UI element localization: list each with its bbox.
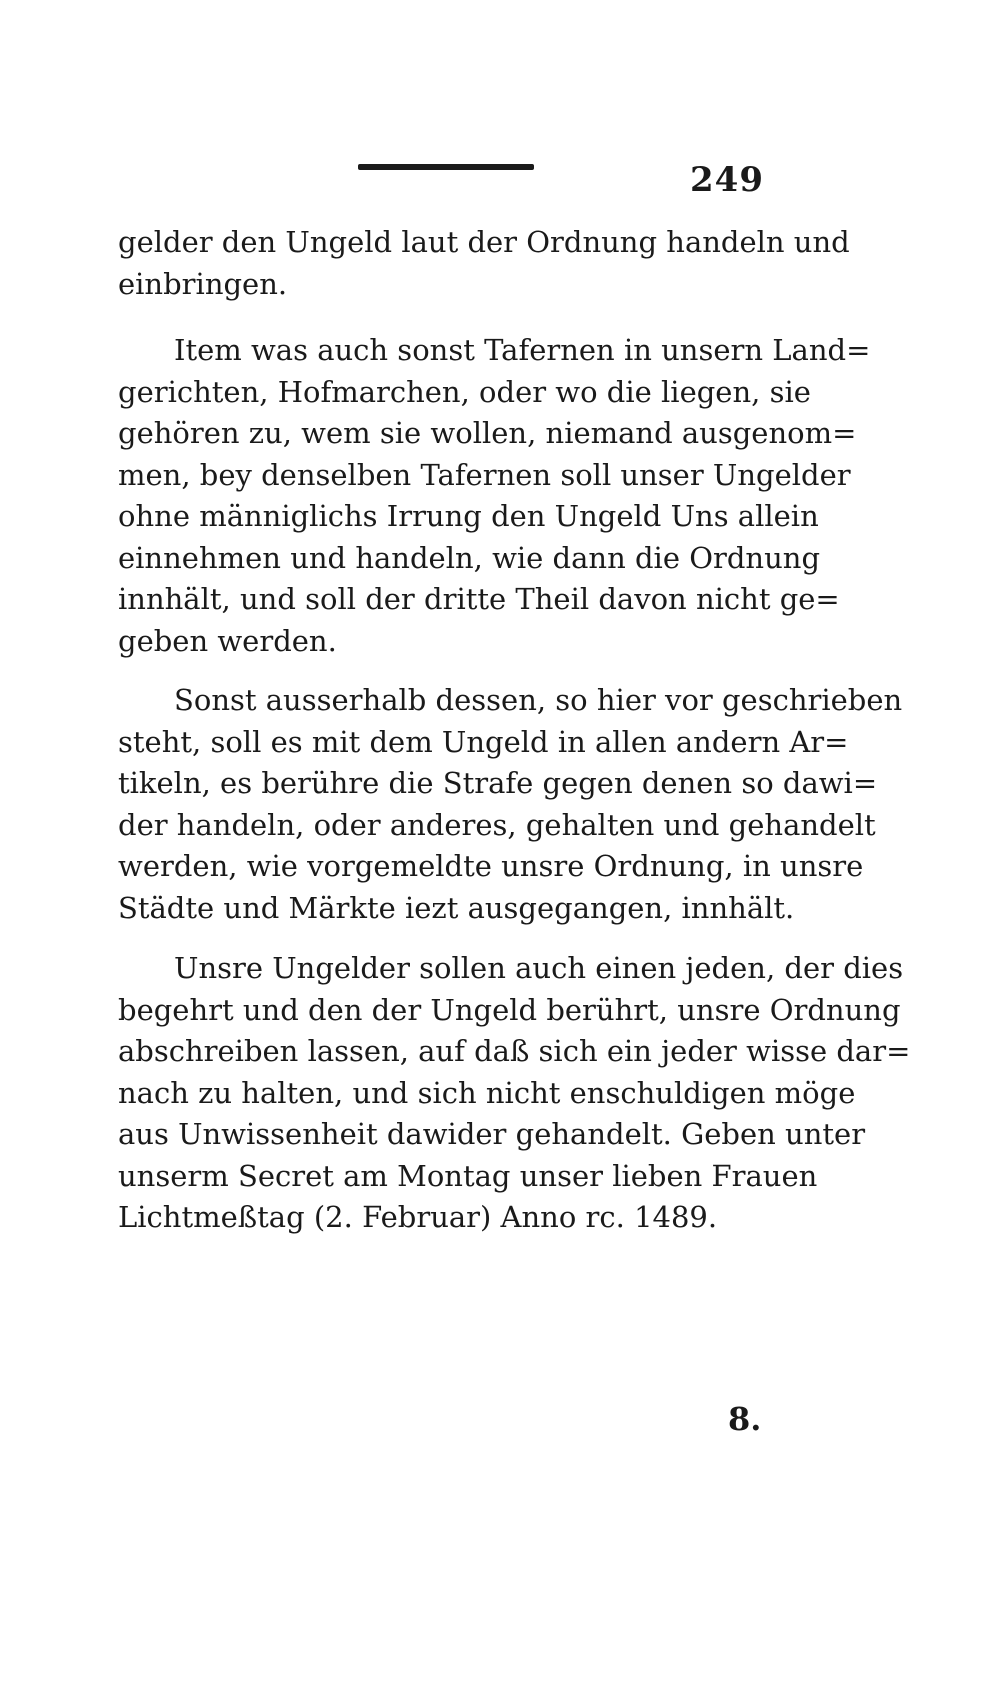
text-line: Städte und Märkte iezt ausgegangen, innhält. [118, 890, 795, 925]
text-line: aus Unwissenheit dawider gehandelt. Geben unter [118, 1117, 866, 1151]
paragraph-2 [118, 330, 871, 662]
text-line: steht, soll es mit dem Ungeld in allen andern Ar= [118, 724, 849, 759]
text-line: men, bey denselben Tafernen soll unser Ungelder [118, 457, 851, 492]
text-line: gelder den Ungeld laut der Ordnung handeln und [118, 225, 850, 259]
text-line: Item was auch sonst Tafernen in unsern Land= [174, 333, 871, 367]
text-line: Lichtmeßtag (2. Februar) Anno rc. 1489. [118, 1200, 718, 1234]
text-line: abschreiben lassen, auf daß sich ein jeder wisse dar= [118, 1034, 911, 1068]
text-line: geben werden. [118, 623, 337, 658]
text-line: einbringen. [118, 266, 288, 301]
text-line: tikeln, es berühre die Strafe gegen denen so dawi= [118, 766, 878, 800]
text-line: unserm Secret am Montag unser lieben Frauen [118, 1158, 818, 1193]
text-line: ohne männiglichs Irrung den Ungeld Uns allein [118, 499, 819, 533]
paragraph-3 [118, 680, 903, 929]
text-line: einnehmen und handeln, wie dann die Ordnung [118, 540, 821, 575]
text-line: gerichten, Hofmarchen, oder wo die liegen, sie [118, 374, 811, 409]
text-line: werden, wie vorgemeldte unsre Ordnung, in unsre [118, 849, 864, 883]
text-line: nach zu halten, und sich nicht enschuldigen möge [118, 1075, 856, 1110]
paragraph-4 [118, 948, 911, 1239]
paragraph-1 [118, 222, 850, 305]
text-line: gehören zu, wem sie wollen, niemand ausgenom= [118, 416, 857, 450]
header-rule [358, 164, 534, 170]
text-line: begehrt und den der Ungeld berührt, unsre Ordnung [118, 992, 901, 1027]
text-line: Unsre Ungelder sollen auch einen jeden, der dies [174, 951, 904, 985]
catchword: 8. [728, 1400, 762, 1438]
text-line: Sonst ausserhalb dessen, so hier vor geschrieben [174, 683, 903, 717]
text-line: innhält, und soll der dritte Theil davon nicht ge= [118, 582, 840, 616]
text-line: der handeln, oder anderes, gehalten und gehandelt [118, 807, 876, 842]
page-number: 249 [690, 160, 764, 200]
